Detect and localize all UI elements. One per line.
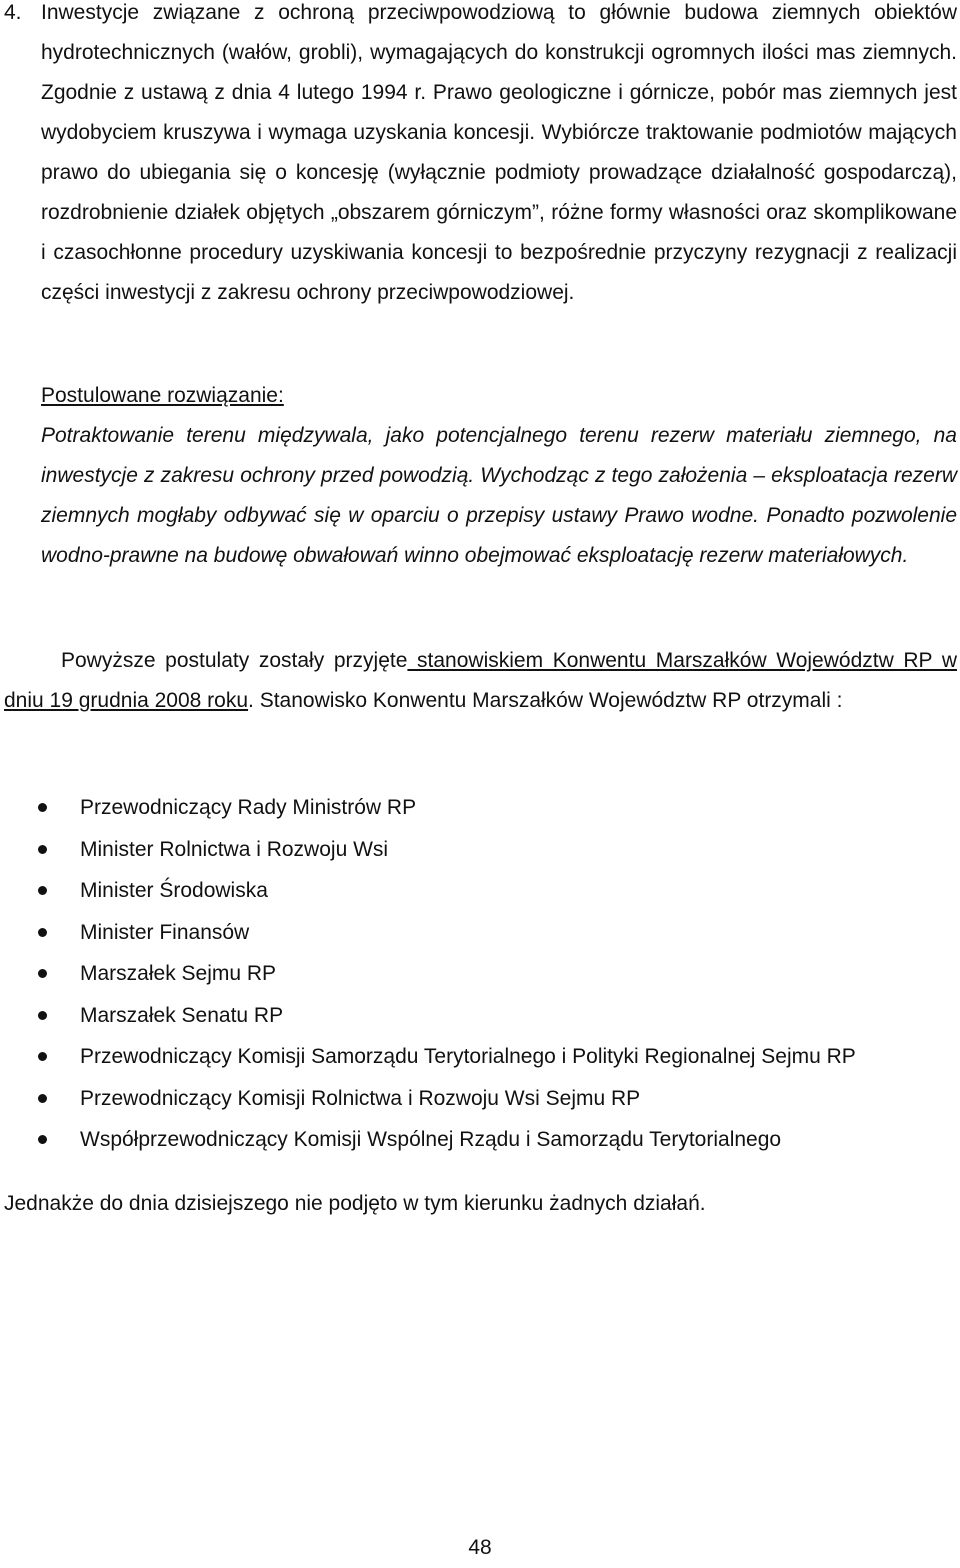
recipient-label: Minister Rolnictwa i Rozwoju Wsi — [80, 837, 389, 861]
bullet-icon — [38, 1052, 47, 1061]
list-item — [0, 1078, 960, 1120]
bullet-icon — [38, 1135, 47, 1144]
list-item — [0, 870, 960, 912]
list-item — [0, 829, 960, 871]
recipient-label: Minister Finansów — [80, 920, 250, 944]
recipient-label: Przewodniczący Komisji Samorządu Terytorialnego i Polityki Regionalnej Sejmu RP — [80, 1045, 856, 1068]
bullet-icon — [38, 845, 47, 854]
recipient-label: Marszałek Senatu RP — [80, 1003, 284, 1027]
list-item — [0, 1119, 960, 1161]
list-item — [0, 953, 960, 995]
postulates-paragraph — [4, 641, 957, 721]
recipient-label: Minister Środowiska — [80, 879, 268, 902]
postulates-tail: . Stanowisko Konwentu Marszałków Województw RP otrzymali : — [248, 689, 843, 712]
bullet-icon — [38, 1011, 47, 1020]
recipient-label: Przewodniczący Rady Ministrów RP — [80, 796, 417, 819]
page-number: 48 — [468, 1536, 492, 1559]
recipient-label: Przewodniczący Komisji Rolnictwa i Rozwoju Wsi Sejmu RP — [80, 1086, 641, 1110]
list-item — [0, 1036, 960, 1078]
recipient-label: Współprzewodniczący Komisji Wspólnej Rządu i Samorządu Terytorialnego — [80, 1128, 782, 1151]
proposed-solution — [41, 376, 957, 576]
recipient-label: Marszałek Sejmu RP — [80, 962, 277, 985]
numbered-paragraph-4 — [0, 0, 957, 313]
proposed-solution-text: Potraktowanie terenu międzywala, jako potencjalnego terenu rezerw materiału ziemnego, na inwestycje z zakresu ochrony przed powodzią. Wychodząc z tego założenia – eksploatacja rezerw ziemnych mogłaby odbywać się w oparciu o przepisy ustawy Prawo wodne. Ponadto pozwolenie wodno-prawne na budowę obwałowań winno obejmować eksploatację rezerw materiałowych. — [41, 424, 957, 567]
postulates-lead: Powyższe postulaty zostały przyjęte — [61, 649, 408, 672]
list-item — [0, 912, 960, 954]
recipients-list — [0, 787, 960, 1161]
closing-sentence: Jednakże do dnia dzisiejszego nie podjęto w tym kierunku żadnych działań. — [4, 1192, 706, 1215]
list-item — [0, 995, 960, 1037]
bullet-icon — [38, 928, 47, 937]
postulates-reference: stanowiskiem Konwentu Marszałków Województw RP w dniu 19 grudnia 2008 roku — [4, 649, 957, 712]
proposed-solution-heading: Postulowane rozwiązanie: — [41, 384, 284, 407]
bullet-icon — [38, 969, 47, 978]
paragraph-text: Inwestycje związane z ochroną przeciwpowodziową to głównie budowa ziemnych obiektów hydrotechnicznych (wałów, grobli), wymagających do konstrukcji ogromnych ilości mas ziemnych. Zgodnie z ustawą z dnia 4 lutego 1994 r. Prawo geologiczne i górnicze, pobór mas ziemnych jest wydobyciem kruszywa i wymaga uzyskania koncesji. Wybiórcze traktowanie podmiotów mających prawo do ubiegania się o koncesję (wyłącznie podmioty prowadzące działalność gospodarczą), rozdrobnienie działek objętych „obszarem górniczym”, różne formy własności oraz skomplikowane i czasochłonne procedury uzyskiwania koncesji to bezpośrednie przyczyny rezygnacji z realizacji części inwestycji z zakresu ochrony przeciwpowodziowej. — [41, 1, 957, 304]
bullet-icon — [38, 886, 47, 895]
list-item — [0, 787, 960, 829]
bullet-icon — [38, 1094, 47, 1103]
paragraph-number: 4. — [4, 1, 22, 24]
bullet-icon — [38, 803, 47, 812]
